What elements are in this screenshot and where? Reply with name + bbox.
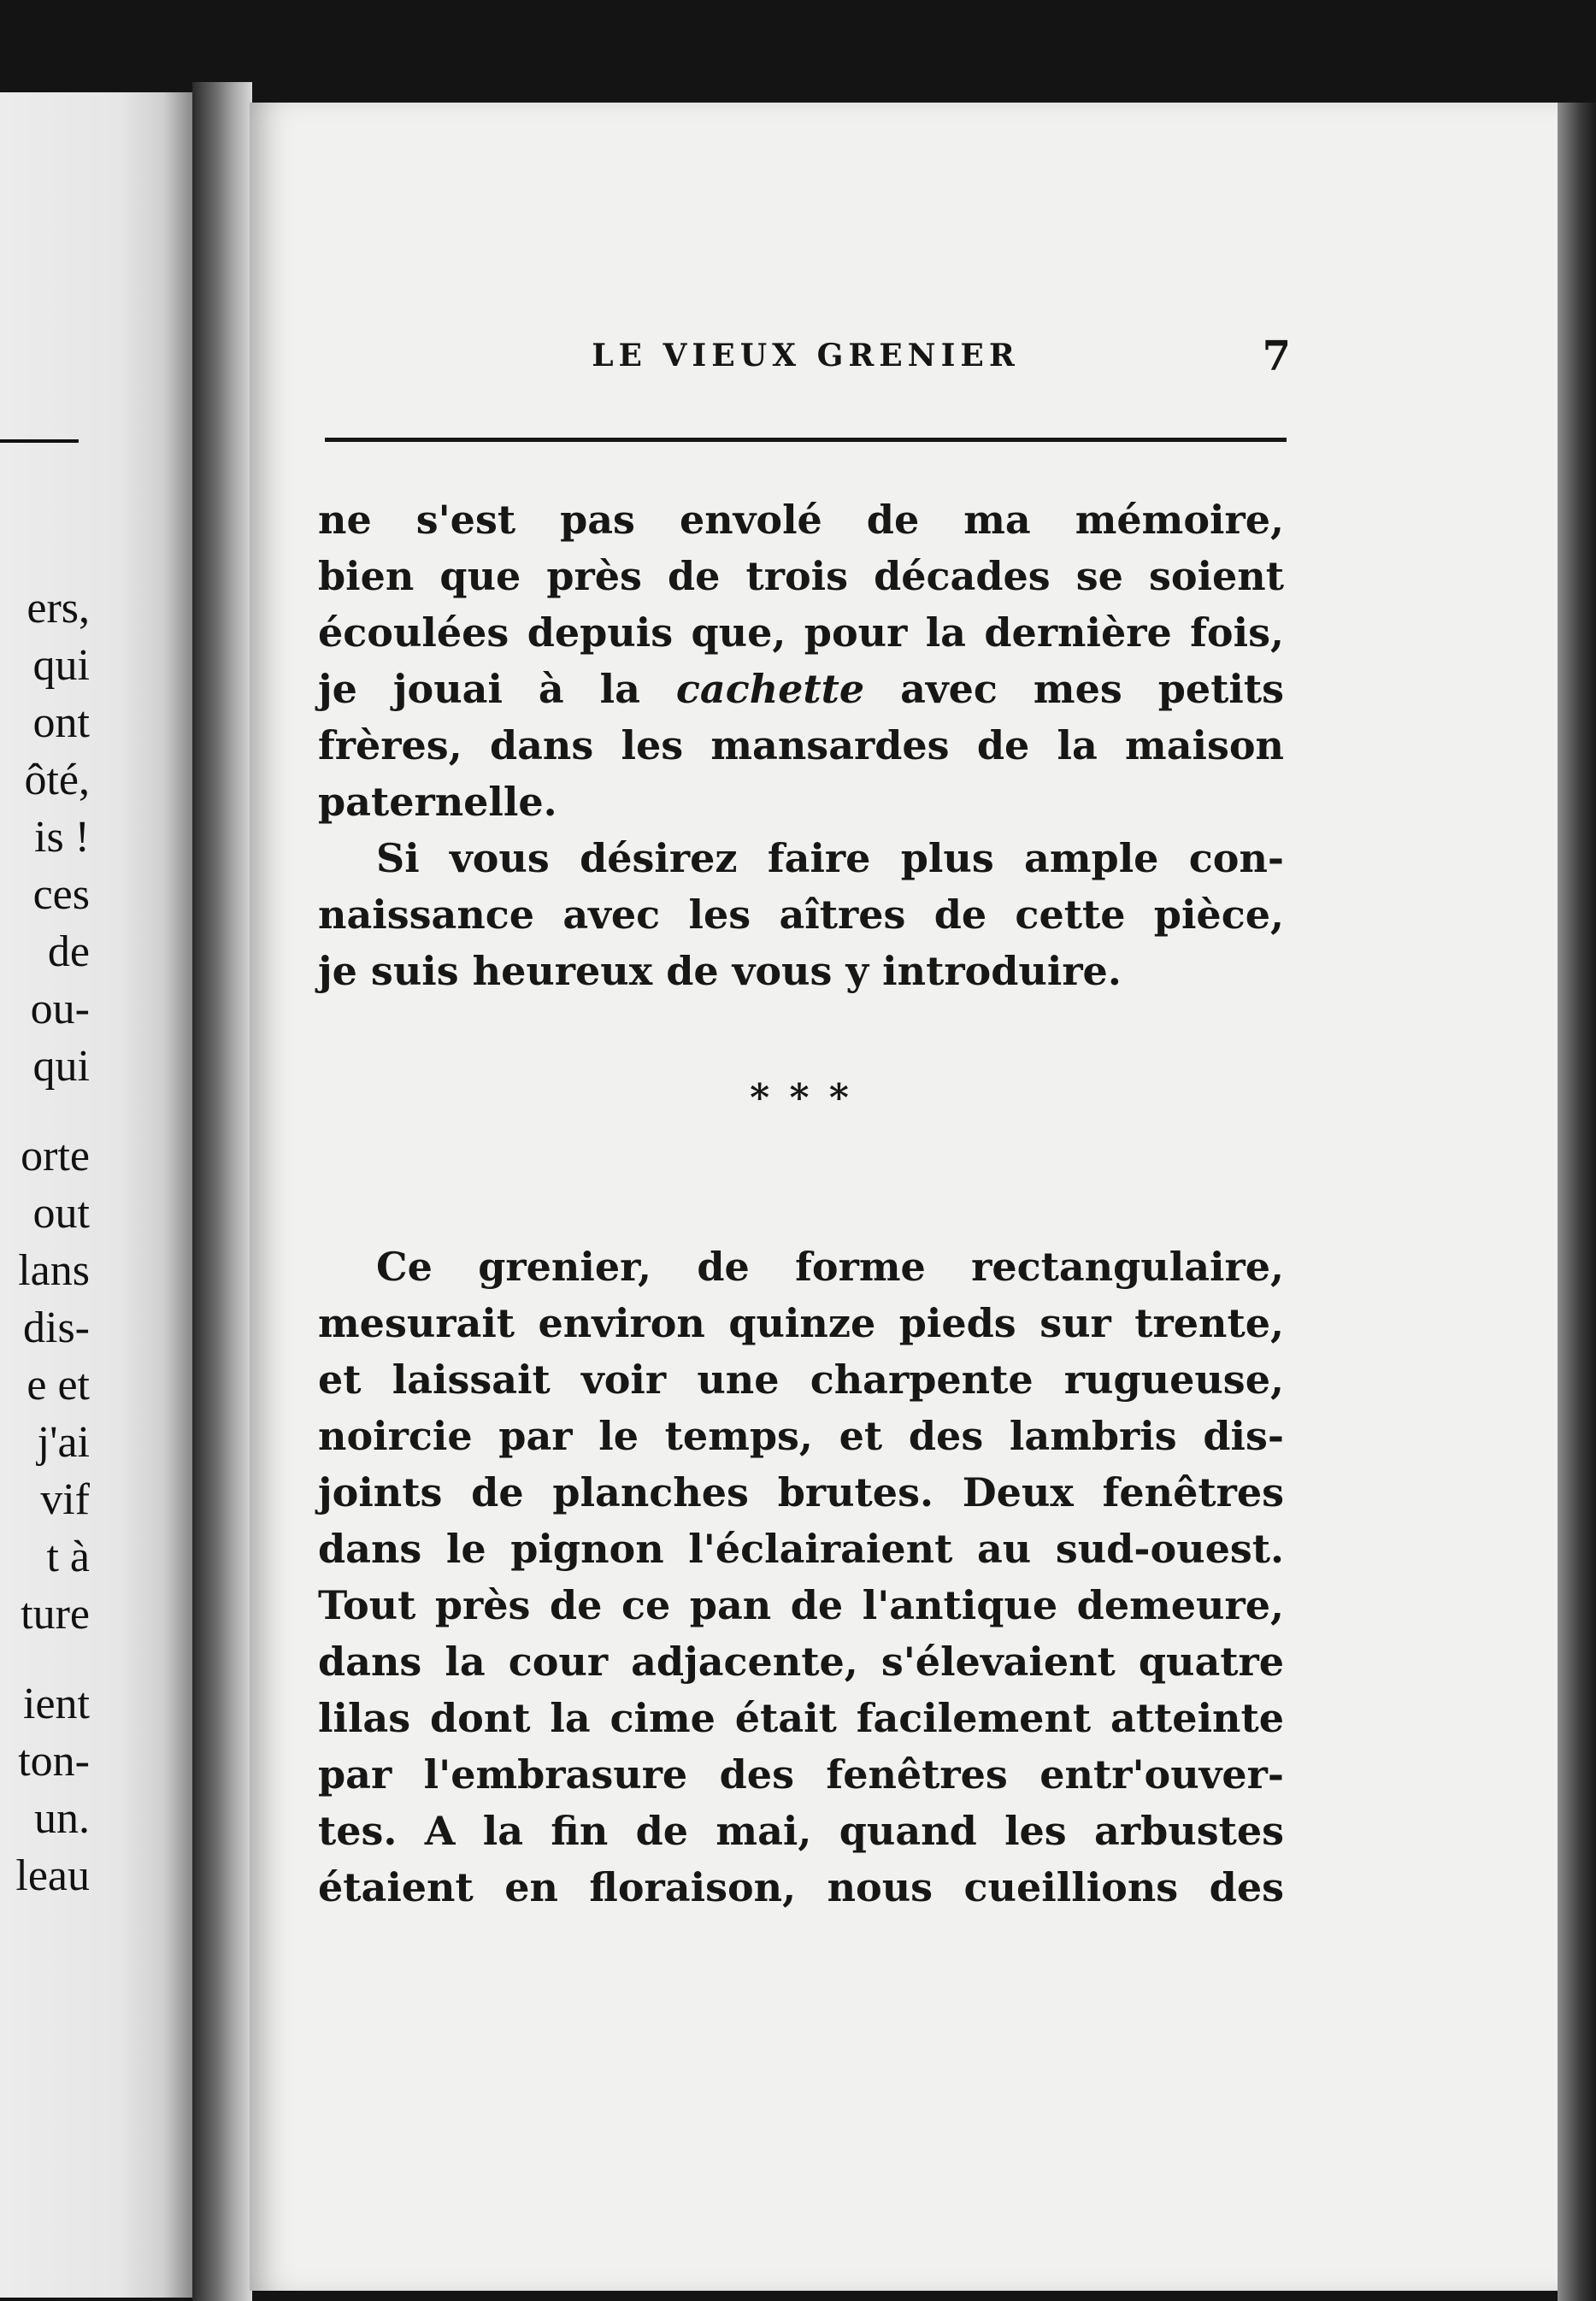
- left-line: is !: [34, 813, 90, 862]
- left-line: ient: [23, 1680, 90, 1728]
- text-line: naissance avec les aîtres de cette pièce,: [318, 892, 1284, 938]
- text-segment: avec mes petits: [864, 666, 1284, 712]
- left-line: orte: [21, 1132, 90, 1180]
- left-line: vif: [40, 1475, 90, 1524]
- body-text: [318, 491, 1284, 1916]
- header-rule: [325, 438, 1287, 442]
- left-page-rule: [0, 439, 79, 443]
- left-line: qui: [32, 1042, 90, 1091]
- paragraph: [318, 830, 1284, 999]
- left-line: ture: [21, 1590, 90, 1639]
- left-line: out: [32, 1189, 90, 1238]
- text-line: tes. A la fin de mai, quand les arbustes: [318, 1808, 1284, 1854]
- left-line: j'ai: [37, 1418, 90, 1467]
- text-line: Si vous désirez faire plus ample con-: [376, 835, 1284, 881]
- text-line: écoulées depuis que, pour la dernière fois,: [318, 609, 1284, 656]
- section-separator: [318, 999, 1284, 1239]
- text-line-with-italic: [318, 661, 1284, 717]
- text-line: Ce grenier, de forme rectangulaire,: [376, 1244, 1284, 1290]
- text-line: frères, dans les mansardes de la maison: [318, 722, 1284, 768]
- left-line-gap: [15, 1095, 90, 1127]
- left-line: ou-: [30, 985, 90, 1033]
- paragraph: [318, 491, 1284, 830]
- text-line: et laissait voir une charpente rugueuse,: [318, 1356, 1284, 1403]
- left-line: de: [47, 927, 90, 976]
- text-line: Tout près de ce pan de l'antique demeure,: [318, 1582, 1284, 1628]
- left-page: [0, 92, 218, 2298]
- text-line: mesurait environ quinze pieds sur trente,: [318, 1300, 1284, 1346]
- left-line: dis-: [23, 1304, 90, 1352]
- left-line: un.: [34, 1794, 90, 1843]
- left-line: ton-: [18, 1737, 90, 1786]
- running-head: [321, 332, 1291, 389]
- left-line: e et: [27, 1361, 90, 1409]
- text-line: dans le pignon l'éclairaient au sud-ouest.: [318, 1526, 1284, 1572]
- paragraph: [318, 1239, 1284, 1916]
- text-line: ne s'est pas envolé de ma mémoire,: [318, 497, 1284, 543]
- text-line: étaient en floraison, nous cueillions des: [318, 1864, 1284, 1910]
- left-line: ers,: [27, 584, 90, 633]
- page-number: 7: [1262, 332, 1291, 380]
- text-line: dans la cour adjacente, s'élevaient quatre: [318, 1639, 1284, 1685]
- asterism: * * *: [750, 1076, 852, 1120]
- left-line: t à: [46, 1533, 90, 1581]
- running-head-title: LE VIEUX GRENIER: [592, 338, 1020, 374]
- text-line: je suis heureux de vous y introduire.: [318, 948, 1122, 994]
- text-line: bien que près de trois décades se soient: [318, 553, 1284, 599]
- left-line: ces: [32, 870, 90, 919]
- text-line: lilas dont la cime était facilement atteinte: [318, 1695, 1284, 1741]
- text-line: noircie par le temps, et des lambris dis-: [318, 1413, 1284, 1459]
- book-gutter: [192, 82, 252, 2301]
- italic-word: cachette: [675, 666, 865, 712]
- text-line: par l'embrasure des fenêtres entr'ouver-: [318, 1751, 1284, 1798]
- left-line: lans: [18, 1246, 90, 1295]
- page-edge: [1558, 103, 1596, 2301]
- text-line: paternelle.: [318, 779, 557, 825]
- left-line: leau: [15, 1851, 90, 1900]
- text-segment: je jouai à la: [318, 666, 676, 712]
- left-line-gap: [15, 1643, 90, 1675]
- left-page-text: [15, 580, 90, 1904]
- left-line: qui: [32, 641, 90, 690]
- text-line: joints de planches brutes. Deux fenêtres: [318, 1469, 1284, 1515]
- left-line: ôté,: [24, 756, 90, 804]
- left-line: ont: [32, 698, 90, 747]
